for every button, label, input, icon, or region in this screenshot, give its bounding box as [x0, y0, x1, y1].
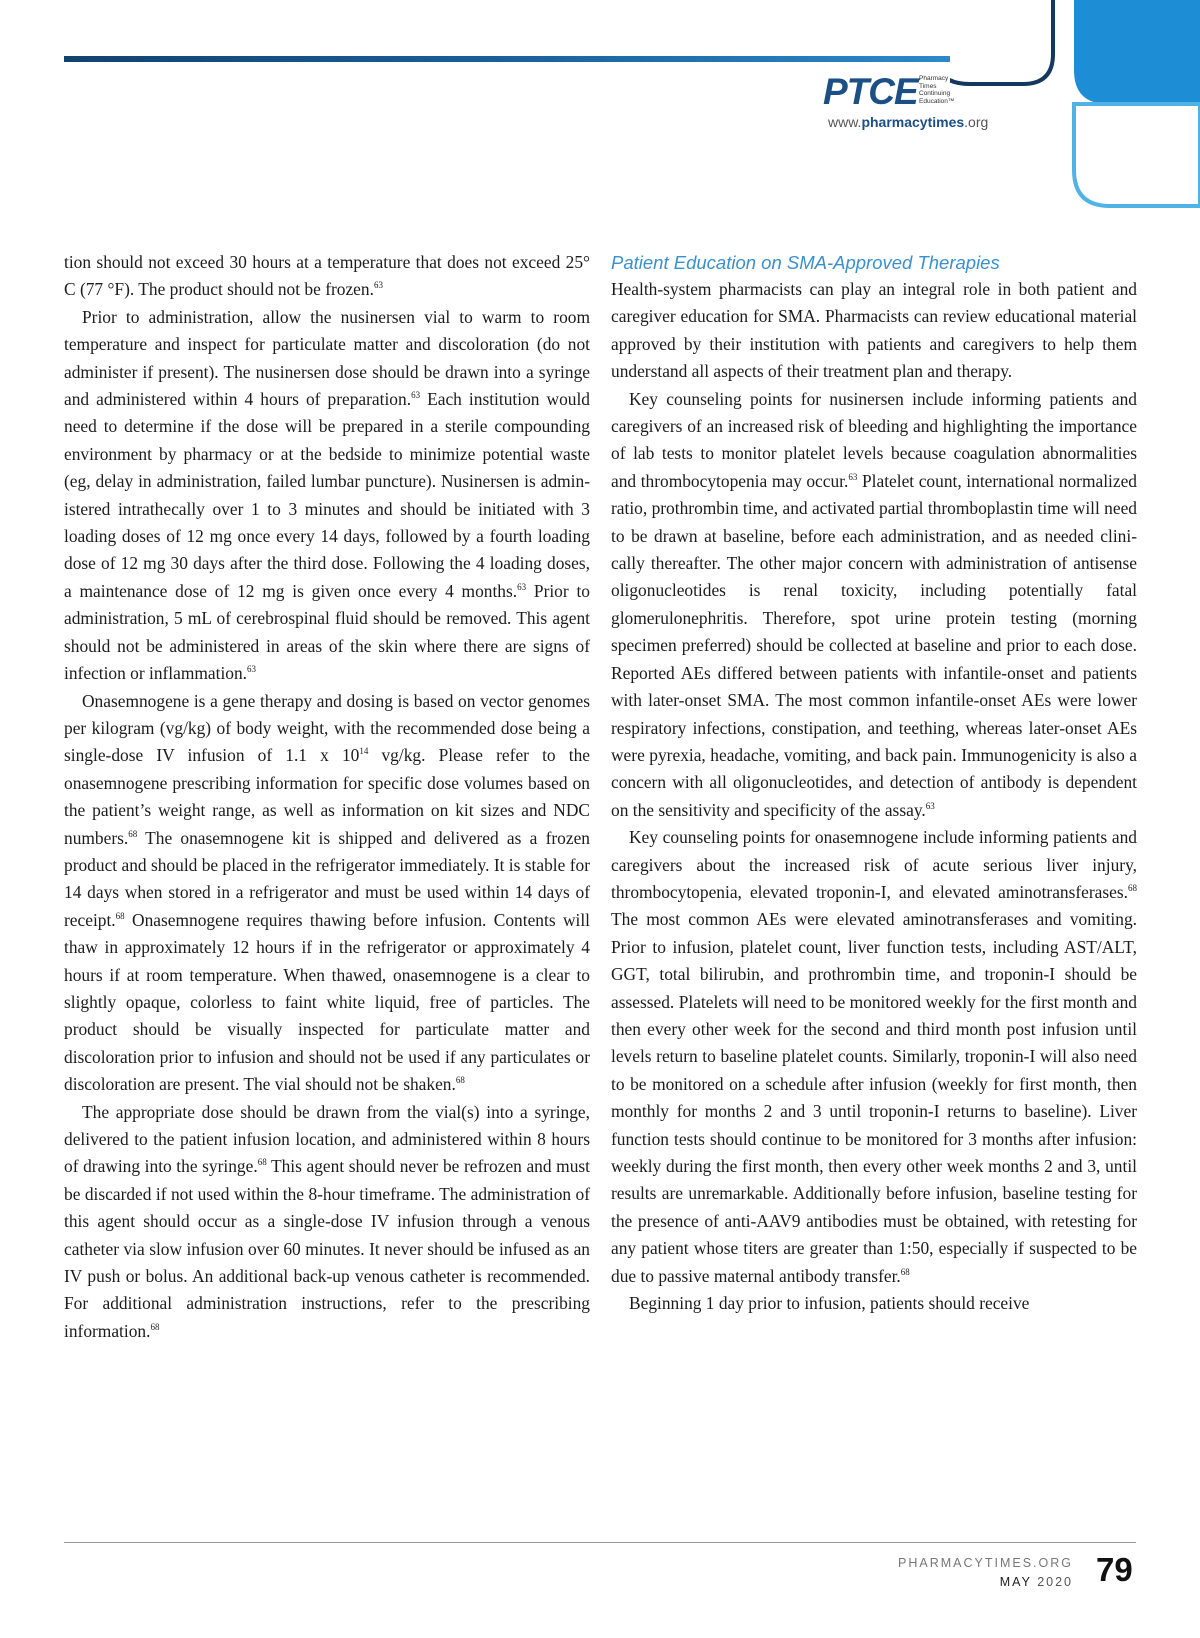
right-column	[611, 249, 1137, 1317]
paragraph	[611, 824, 1137, 1290]
citation-ref: 68	[1128, 882, 1137, 893]
citation-ref: 63	[517, 581, 527, 592]
paragraph	[64, 249, 590, 304]
citation-ref: 68	[150, 1321, 160, 1332]
text-run: The onasemnogene kit is shipped and delivered as a frozen product and should be placed in the refrigerator immediately. It is stable for 14 days when stored in a refrigerator and must be used within 14 days of receipt.	[64, 827, 590, 930]
citation-ref: 68	[128, 828, 138, 839]
citation-ref: 63	[247, 664, 257, 675]
text-run: Key counseling points for onasemnogene include informing patients and caregivers about the increased risk of acute serious liver injury, thrombocytopenia, elevated troponin-I, and elevated aminotransferases.	[611, 827, 1137, 902]
citation-ref: 63	[848, 471, 858, 482]
text-run: Health-system pharmacists can play an integral role in both patient and caregiver education for SMA. Pharmacists can review educational material approved by their institution with patients and caregivers to help them understand all aspects of their treatment plan and therapy.	[611, 279, 1137, 382]
ptce-logo	[823, 71, 1033, 134]
text-run: tion should not exceed 30 hours at a temperature that does not exceed 25° C (77 °F). The product should not be frozen.	[64, 252, 590, 300]
right-column-body	[611, 276, 1137, 1317]
site-url[interactable]: www.pharmacytimes.org	[828, 114, 989, 130]
text-run: Onasemnogene is a gene therapy and dosing is based on vector genomes per kilogram (vg/kg) of body weight, with the recommended dose being a single-dose IV infusion of 1.1 x 10	[64, 690, 590, 766]
paragraph	[611, 386, 1137, 825]
section-heading: Patient Education on SMA-Approved Therapies	[611, 252, 1000, 273]
text-run: The appropriate dose should be drawn from the vial(s) into a syringe, delivered to the patient infusion location, and administered within 8 hours of drawing into the syringe.	[64, 1101, 590, 1177]
text-run: Beginning 1 day prior to infusion, patients should receive	[629, 1293, 1030, 1314]
text-run: Prior to administration, 5 mL of cerebrospinal fluid should be removed. This agent should not be administered in areas of the skin where there are signs of infection or inflammation.	[64, 580, 590, 684]
header-rule	[64, 56, 1020, 62]
paragraph	[64, 688, 590, 1099]
text-run: The most common AEs were elevated aminotransferases and vomiting. Prior to infusion, platelet count, liver function tests, including AST/ALT, GGT, total bilirubin, and prothrombin time, and troponin-I should be assessed. Platelets will need to be monitored weekly for the first month and then every other week for the second and third month post infusion until levels return to baseline platelet counts. Similarly, troponin-I will also need to be monitored on a schedule after infusion (weekly for first month, then monthly for months 2 and 3 until troponin-I returns to baseline). Liver function tests should continue to be monitored for 3 months after infusion: weekly during the first month, then every other week months 2 and 3, until results are unremarkable. Additionally before infusion, baseline testing for the presence of anti-AAV9 antibodies must be obtained, with retesting for any patient whose titers are greater than 1:50, especially if suspected to be due to passive maternal antibody transfer.	[611, 909, 1137, 1286]
text-run: This agent should never be refrozen and must be discarded if not used within the 8-hour timeframe. The administration of this agent should occur as a single-dose IV infusion through a venous catheter via slow infusion over 60 minutes. It never should be infused as an IV push or bolus. An additional back-up venous catheter is recommended. For additional administration instructions, refer to the prescribing information.	[64, 1156, 590, 1341]
text-run: vg/kg. Please refer to the onasemnogene prescribing information for specific dose volumes based on the patient’s weight range, as well as information on kit sizes and NDC numbers.	[64, 745, 590, 848]
footer-site: PHARMACYTIMES.ORG	[898, 1556, 1073, 1570]
logo-wordmark: PTCE	[823, 71, 918, 112]
citation-ref: 68	[455, 1075, 465, 1086]
paragraph	[64, 1099, 590, 1346]
citation-ref: 63	[373, 280, 383, 291]
text-run: Platelet count, international normalized ratio, prothrombin time, and activated partial thromboplastin time will need to be drawn at baseline, before each administration, and as needed clinically thereafter. The other major concern with administration of antisense oligonucleotides is renal toxicity, including potentially fatal glomerulonephritis. Therefore, spot urine protein testing (morning specimen preferred) should be collected at baseline and prior to each dose. Reported AEs differed between patients with infantile-onset and patients with later-onset SMA. The most common infantile-onset AEs were lower respiratory infections, constipation, and teething, whereas later-onset AEs were pyrexia, headache, vomiting, and back pain. Immunogenicity is also a concern with all oligonucleotides, and detection of antibody is dependent on the sensitivity and specificity of the assay.	[611, 470, 1137, 820]
text-run: Key counseling points for nusinersen include informing patients and caregivers of an increased risk of bleeding and highlighting the importance of lab tests to monitor platelet levels because coagulation abnormalities and thrombocytopenia may occur.	[611, 388, 1137, 491]
citation-ref: 68	[115, 910, 125, 921]
text-run: Prior to administration, allow the nusinersen vial to warm to room temperature and inspect for particulate matter and discoloration (do not administer if present). The nusinersen dose should be drawn into a syringe and administered within 4 hours of preparation.	[64, 306, 590, 410]
paragraph	[611, 1290, 1137, 1317]
citation-ref: 68	[900, 1266, 910, 1277]
text-run: Each institution would need to determine if the dose will be prepared in a sterile compounding environment by pharmacy or at the bedside to minimize potential waste (eg, delay in administration, failed lumbar puncture). Nusinersen is administered intrathecally over 1 to 3 minutes and should be initiated with 3 loading doses of 12 mg once every 14 days, followed by a fourth loading dose of 12 mg 30 days after the third dose. Following the 4 loading doses, a maintenance dose of 12 mg is given once every 4 months.	[64, 389, 590, 601]
left-column	[64, 249, 590, 1345]
citation-ref: 14	[359, 746, 369, 757]
logo-subtitle: Pharmacy Times Continuing Education™	[919, 75, 955, 105]
paragraph	[64, 304, 590, 688]
citation-ref: 68	[257, 1157, 267, 1168]
footer-date: MAY 2020	[999, 1575, 1073, 1589]
footer-rule	[64, 1542, 1136, 1543]
page-number: 79	[1096, 1551, 1133, 1588]
citation-ref: 63	[925, 800, 935, 811]
paragraph	[611, 276, 1137, 386]
text-run: Onasemnogene requires thawing before infusion. Contents will thaw in approximately 12 hours if in the refrigerator or approximately 4 hours if at room temperature. When thawed, onasemnogene is a clear to slightly opaque, colorless to faint white liquid, free of particles. The product should be visually inspected for particulate matter and discoloration prior to infusion and should not be used if any particulates or discoloration are present. The vial should not be shaken.	[64, 909, 590, 1095]
citation-ref: 63	[411, 390, 421, 401]
